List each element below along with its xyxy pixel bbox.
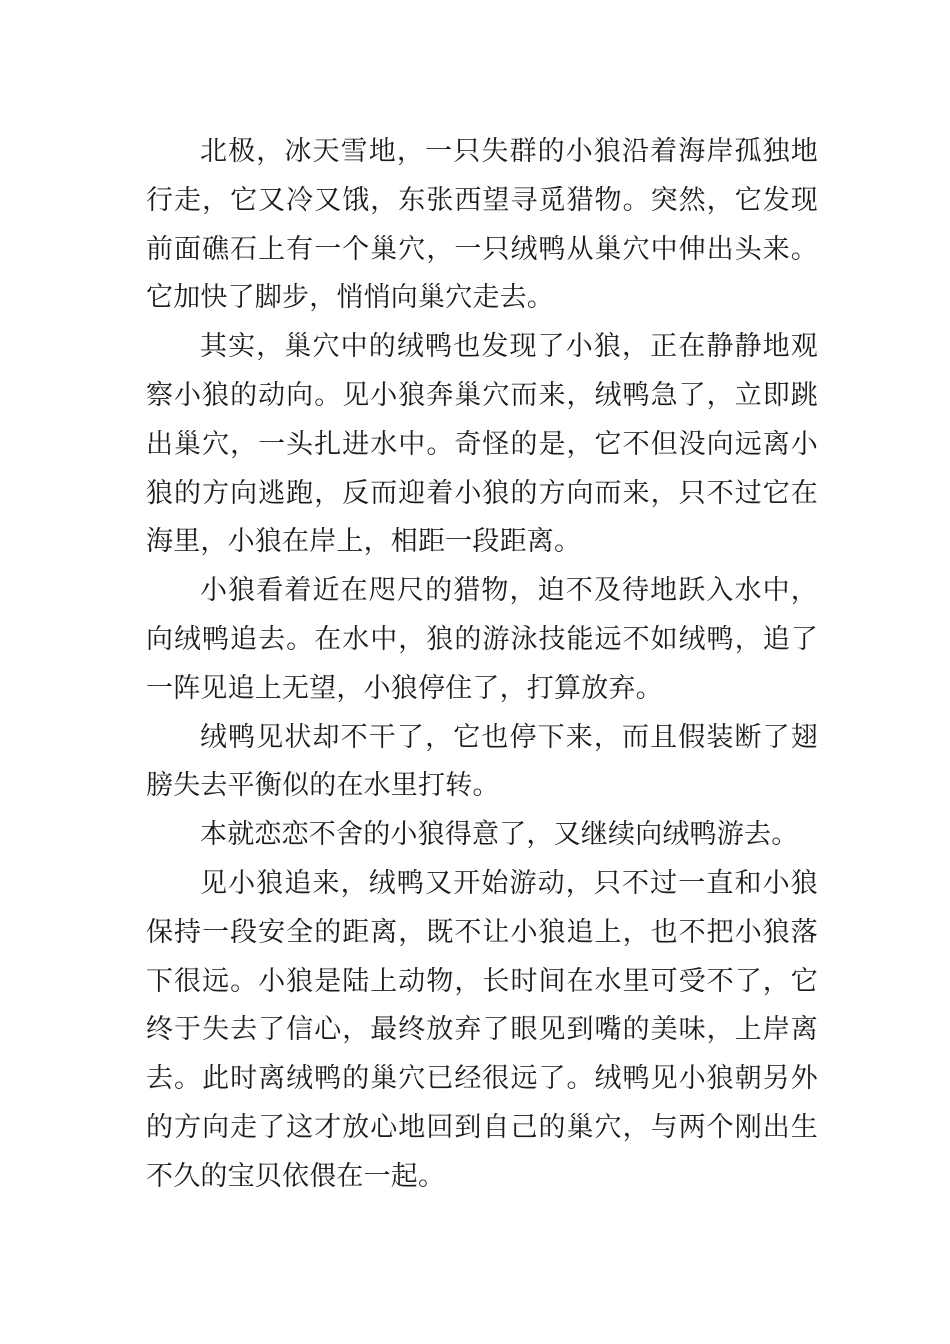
paragraph-2: 其实，巢穴中的绒鸭也发现了小狼，正在静静地观察小狼的动向。见小狼奔巢穴而来，绒鸭急了，立即跳出巢穴，一头扎进水中。奇怪的是，它不但没向远离小狼的方向逃跑，反而迎着小狼的方向而来，只不过它在海里，小狼在岸上，相距一段距离。 [146,331,818,558]
document-body [146,128,818,1202]
paragraph-4: 绒鸭见状却不干了，它也停下来，而且假装断了翅膀失去平衡似的在水里打转。 [146,721,818,802]
paragraph-5: 本就恋恋不舍的小狼得意了，又继续向绒鸭游去。 [200,819,799,851]
paragraph-3: 小狼看着近在咫尺的猎物，迫不及待地跃入水中，向绒鸭追去。在水中，狼的游泳技能远不如绒鸭，追了一阵见追上无望，小狼停住了，打算放弃。 [146,575,818,704]
paragraph-6: 见小狼追来，绒鸭又开始游动，只不过一直和小狼保持一段安全的距离，既不让小狼追上，也不把小狼落下很远。小狼是陆上动物，长时间在水里可受不了，它终于失去了信心，最终放弃了眼见到嘴的美味，上岸离去。此时离绒鸭的巢穴已经很远了。绒鸭见小狼朝另外的方向走了这才放心地回到自己的巢穴，与两个刚出生不久的宝贝依偎在一起。 [146,867,818,1192]
paragraph-1: 北极，冰天雪地，一只失群的小狼沿着海岸孤独地行走，它又冷又饿，东张西望寻觅猎物。突然，它发现前面礁石上有一个巢穴，一只绒鸭从巢穴中伸出头来。它加快了脚步，悄悄向巢穴走去。 [146,136,818,314]
